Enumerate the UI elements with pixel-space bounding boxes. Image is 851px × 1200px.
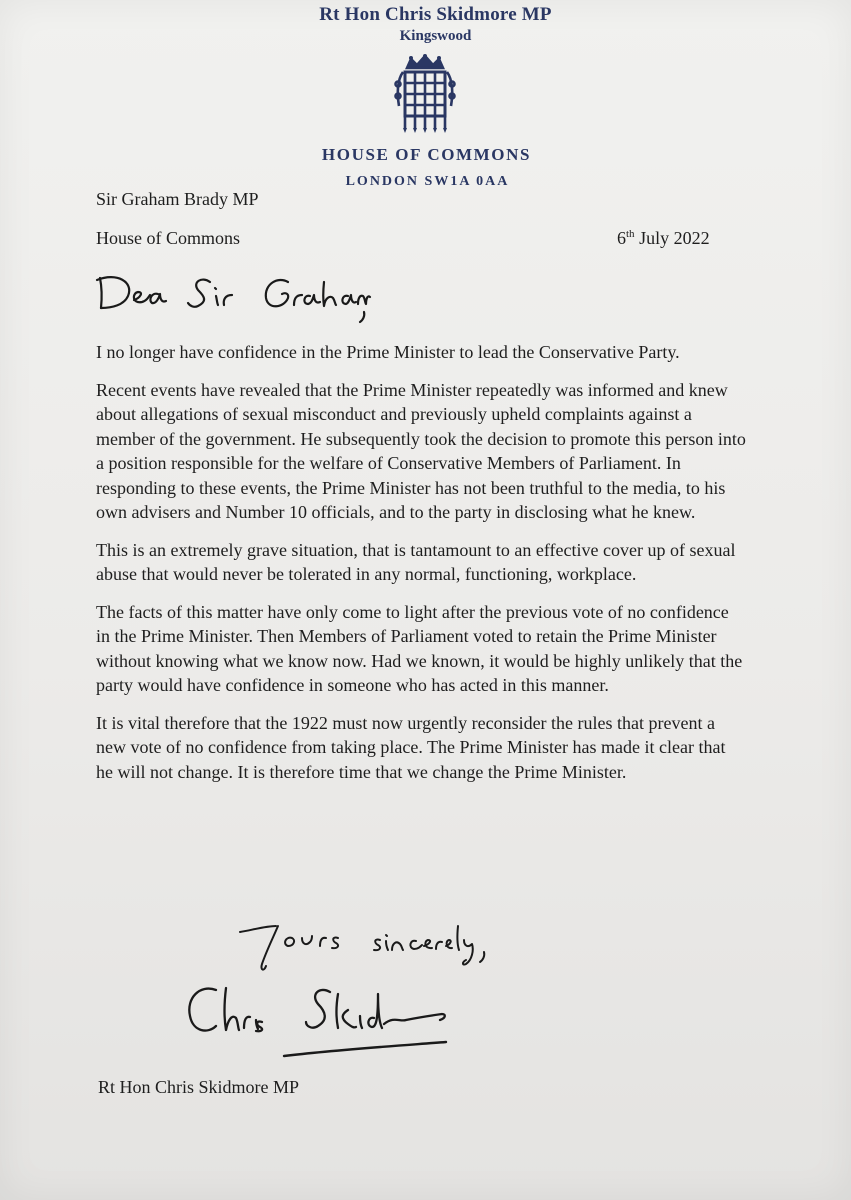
recipient-name: Sir Graham Brady MP [96, 189, 259, 209]
letterhead [0, 4, 851, 45]
letterhead-name: Rt Hon Chris Skidmore MP [319, 4, 552, 25]
letter-date [617, 228, 710, 249]
typed-signatory: Rt Hon Chris Skidmore MP [98, 1077, 300, 1097]
handwritten-signature [184, 980, 454, 1060]
handwritten-valediction [236, 914, 496, 974]
body-paragraph: I no longer have confidence in the Prime Minister to lead the Conservative Party. [96, 342, 680, 362]
date-day-suffix: th [626, 228, 635, 240]
letter-body [96, 340, 746, 797]
body-paragraph: This is an extremely grave situation, that is tantamount to an effective cover up of sexual abuse that would never be tolerated in any normal, functioning, workplace. [96, 539, 736, 584]
handwritten-salutation [92, 268, 372, 328]
date-day [617, 228, 635, 248]
date-month-year: July 2022 [634, 228, 710, 248]
body-paragraph: It is vital therefore that the 1922 must now urgently reconsider the rules that prevent a new vote of no confidence from taking place. The Prime Minister has made it clear that he will not change. It is therefore time that we change the Prime Minister. [96, 712, 726, 782]
body-paragraph: The facts of this matter have only come to light after the previous vote of no confidence in the Prime Minister. Then Members of Parliament voted to retain the Prime Minister without knowing what we know now. Had we known, it would be highly unlikely that the party would have confidence in someone who has acted in this manner. [96, 601, 743, 695]
date-day-number: 6 [617, 228, 626, 248]
portcullis-icon [393, 54, 457, 134]
body-paragraph: Recent events have revealed that the Prime Minister repeatedly was informed and knew about allegations of sexual misconduct and previously upheld complaints against a member of the government. He subsequently took the decision to promote this person into a position responsible for the welfare of Conservative Members of Parliament. In responding to these events, the Prime Minister has not been truthful to the media, to his own advisers and Number 10 officials, and to the party in disclosing what he knew. [96, 379, 746, 522]
letterhead-constituency: Kingswood [399, 28, 472, 44]
letterhead-house: HOUSE OF COMMONS [321, 145, 532, 164]
recipient-place: House of Commons [96, 228, 240, 248]
letterhead-address: LONDON SW1A 0AA [345, 174, 510, 189]
